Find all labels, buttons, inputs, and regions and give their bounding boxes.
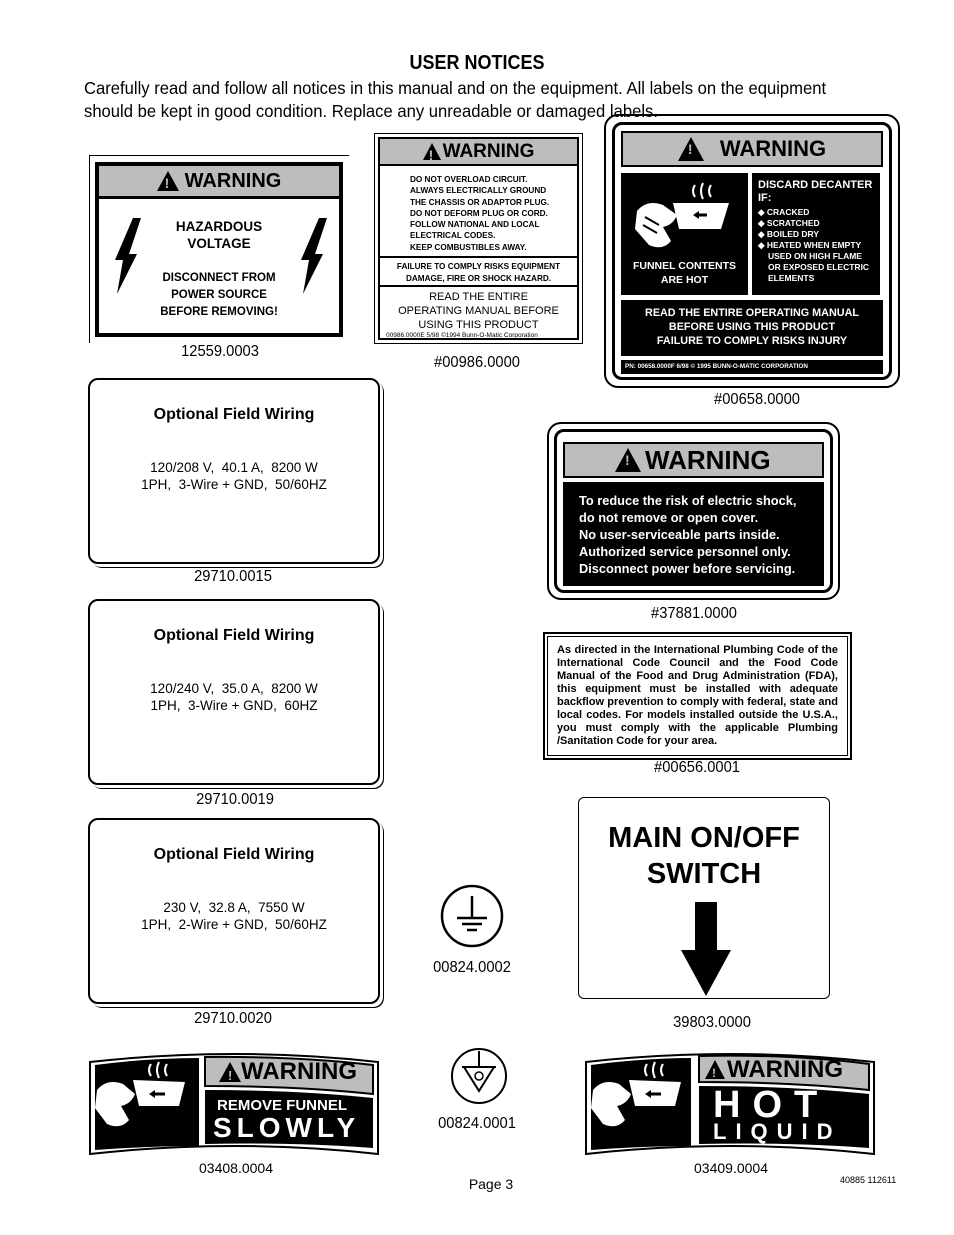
main-switch-label	[578, 797, 830, 999]
wiring-title: Optional Field Wiring	[153, 406, 315, 423]
overload-instructions	[410, 174, 549, 253]
hv-line-4: POWER SOURCE	[171, 289, 267, 301]
field-wiring-label-1	[88, 378, 380, 564]
shock-line: No user-serviceable parts inside.	[579, 527, 780, 542]
rf-warning-word: WARNING	[241, 1058, 357, 1085]
hl-code: 03409.0004	[694, 1160, 768, 1176]
wiring-title: Optional Field Wiring	[153, 846, 315, 863]
hot-liquid-label	[583, 1050, 877, 1156]
page-title: USER NOTICES	[409, 52, 545, 74]
dd-read-2: BEFORE USING THIS PRODUCT	[668, 321, 836, 333]
ground-code: 00824.0002	[433, 959, 511, 976]
w2-code: 29710.0019	[196, 791, 274, 808]
funnel-line-1: FUNNEL CONTENTS	[632, 260, 737, 272]
shock-line: do not remove or open cover.	[579, 510, 759, 525]
equipotential-icon	[450, 1047, 508, 1105]
overload-fine-print: 00986.0000E 5/98 ©1994 Bunn-O-Matic Corporation	[386, 332, 538, 339]
wiring-title: Optional Field Wiring	[153, 627, 315, 644]
hv-code: 12559.0003	[181, 343, 259, 360]
funnel-line-2: ARE HOT	[660, 274, 709, 286]
instruction-line: THE CHASSIS OR ADAPTOR PLUG.	[410, 197, 550, 207]
discard-line-1: DISCARD DECANTER	[758, 179, 873, 191]
main-line-1: MAIN ON/OFF	[608, 822, 800, 854]
hot-funnel-panel	[621, 173, 748, 295]
dd-fine-print: PN: 00658.0000F 6/98 © 1995 BUNN-O-MATIC CORPORATION	[621, 360, 883, 374]
wiring-line-1: 230 V, 32.8 A, 7550 W	[163, 900, 305, 915]
hl-warning-word: WARNING	[727, 1056, 843, 1083]
discard-item: ◆ HEATED WHEN EMPTY	[758, 240, 862, 250]
ol-code: #00986.0000	[434, 354, 520, 371]
protective-ground-icon	[440, 884, 504, 948]
discard-item-extra: ELEMENTS	[768, 273, 815, 283]
dd-code: #00658.0000	[714, 391, 800, 408]
wiring-line-2: 1PH, 3-Wire + GND, 60HZ	[150, 698, 318, 713]
field-wiring-label-3	[88, 818, 380, 1004]
plumbing-code-notice	[543, 632, 852, 760]
hv-line-5: BEFORE REMOVING!	[160, 306, 278, 318]
discard-item-extra: USED ON HIGH FLAME	[768, 251, 862, 261]
svg-text:!: !	[228, 1068, 233, 1083]
discard-panel	[752, 173, 880, 295]
instruction-line: KEEP COMBUSTIBLES AWAY.	[410, 242, 527, 252]
document-number: 40885 112611	[840, 1175, 897, 1185]
electric-shock-warning-label	[547, 422, 840, 600]
main-line-2: SWITCH	[646, 858, 762, 890]
warning-word: WARNING	[645, 444, 771, 475]
discard-item-text: HEATED WHEN EMPTY	[766, 240, 862, 250]
page-number: Page 3	[468, 1176, 514, 1192]
wiring-line-2: 1PH, 2-Wire + GND, 50/60HZ	[141, 917, 327, 932]
dd-read-1: READ THE ENTIRE OPERATING MANUAL	[645, 307, 859, 319]
plumbing-code-text: As directed in the International Plumbing Code of the International Code Council and the Food Code Manual of the Food and Drug Administration (FDA), this equipment must be installed with adequate backflow prevention to comply with federal, state and local codes. For models installed outside the U.S.A., you must comply with the applicable Plumbing /Sanitation Code for your area.	[547, 636, 848, 756]
instruction-line: DO NOT OVERLOAD CIRCUIT.	[410, 175, 528, 184]
read-manual-panel	[621, 300, 883, 356]
discard-item: ◆ BOILED DRY	[758, 229, 820, 239]
svg-text:!: !	[712, 1066, 716, 1080]
rf-line-2: SLOWLY	[213, 1112, 361, 1143]
arrow-down-icon	[679, 902, 733, 998]
hazardous-voltage-label	[89, 155, 349, 343]
instruction-line: ELECTRICAL CODES.	[410, 231, 496, 241]
read-line-1: READ THE ENTIRE	[429, 291, 528, 303]
warning-word: WARNING	[184, 169, 282, 192]
discard-item: ◆ CRACKED	[758, 207, 810, 217]
fail-line-1: FAILURE TO COMPLY RISKS EQUIPMENT	[396, 262, 561, 271]
discard-item-extra: OR EXPOSED ELECTRIC	[768, 262, 870, 272]
hv-line-2: VOLTAGE	[187, 236, 251, 251]
wiring-line-1: 120/208 V, 40.1 A, 8200 W	[150, 460, 318, 475]
decanter-warning-label	[604, 114, 900, 388]
fail-line-2: DAMAGE, FIRE OR SHOCK HAZARD.	[405, 274, 552, 283]
hv-line-1: HAZARDOUS	[175, 219, 263, 234]
warning-triangle-icon	[615, 448, 641, 472]
overload-warning-label	[374, 133, 583, 344]
w3-code: 29710.0020	[194, 1010, 272, 1027]
read-line-3: USING THIS PRODUCT	[418, 319, 539, 331]
es-code: #37881.0000	[651, 605, 737, 622]
instruction-line: ALWAYS ELECTRICALLY GROUND	[410, 186, 547, 196]
warning-word: WARNING	[719, 136, 827, 161]
equi-code: 00824.0001	[438, 1115, 516, 1132]
warning-triangle-icon	[678, 137, 704, 161]
shock-line: Authorized service personnel only.	[579, 544, 791, 559]
wiring-line-2: 1PH, 3-Wire + GND, 50/60HZ	[141, 477, 327, 492]
rf-line-1: REMOVE FUNNEL	[217, 1097, 348, 1114]
hv-line-3: DISCONNECT FROM	[162, 272, 276, 284]
instruction-line: FOLLOW NATIONAL AND LOCAL	[410, 220, 540, 230]
instruction-line: DO NOT DEFORM PLUG OR CORD.	[410, 208, 548, 218]
discard-item: ◆ SCRATCHED	[758, 218, 820, 228]
shock-line: Disconnect power before servicing.	[579, 561, 796, 576]
intro-text: Carefully read and follow all notices in this manual and on the equipment. All labels on the equipment should be kept in good condition. Replace any unreadable or damaged labels.	[84, 78, 827, 121]
hl-line-2: LIQUID	[713, 1119, 842, 1144]
shock-instructions	[563, 482, 824, 586]
discard-item-text: SCRATCHED	[766, 218, 820, 228]
discard-line-2: IF:	[758, 192, 772, 204]
main-code: 39803.0000	[673, 1014, 751, 1031]
fda-code: #00656.0001	[654, 759, 740, 776]
warning-triangle-icon	[157, 171, 179, 191]
warning-triangle-icon	[423, 143, 441, 160]
read-line-2: OPERATING MANUAL BEFORE	[398, 305, 559, 317]
warning-word: WARNING	[442, 140, 535, 162]
wiring-line-1: 120/240 V, 35.0 A, 8200 W	[150, 681, 318, 696]
hot-funnel-hand-icon	[633, 181, 737, 253]
remove-funnel-label	[87, 1050, 381, 1156]
w1-code: 29710.0015	[194, 568, 272, 585]
field-wiring-label-2	[88, 599, 380, 785]
discard-item-text: BOILED DRY	[766, 229, 820, 239]
discard-item-text: CRACKED	[766, 207, 810, 217]
dd-read-3: FAILURE TO COMPLY RISKS INJURY	[656, 335, 848, 347]
rf-code: 03408.0004	[199, 1160, 273, 1176]
shock-line: To reduce the risk of electric shock,	[579, 493, 797, 508]
hl-line-1: HOT	[713, 1084, 830, 1126]
